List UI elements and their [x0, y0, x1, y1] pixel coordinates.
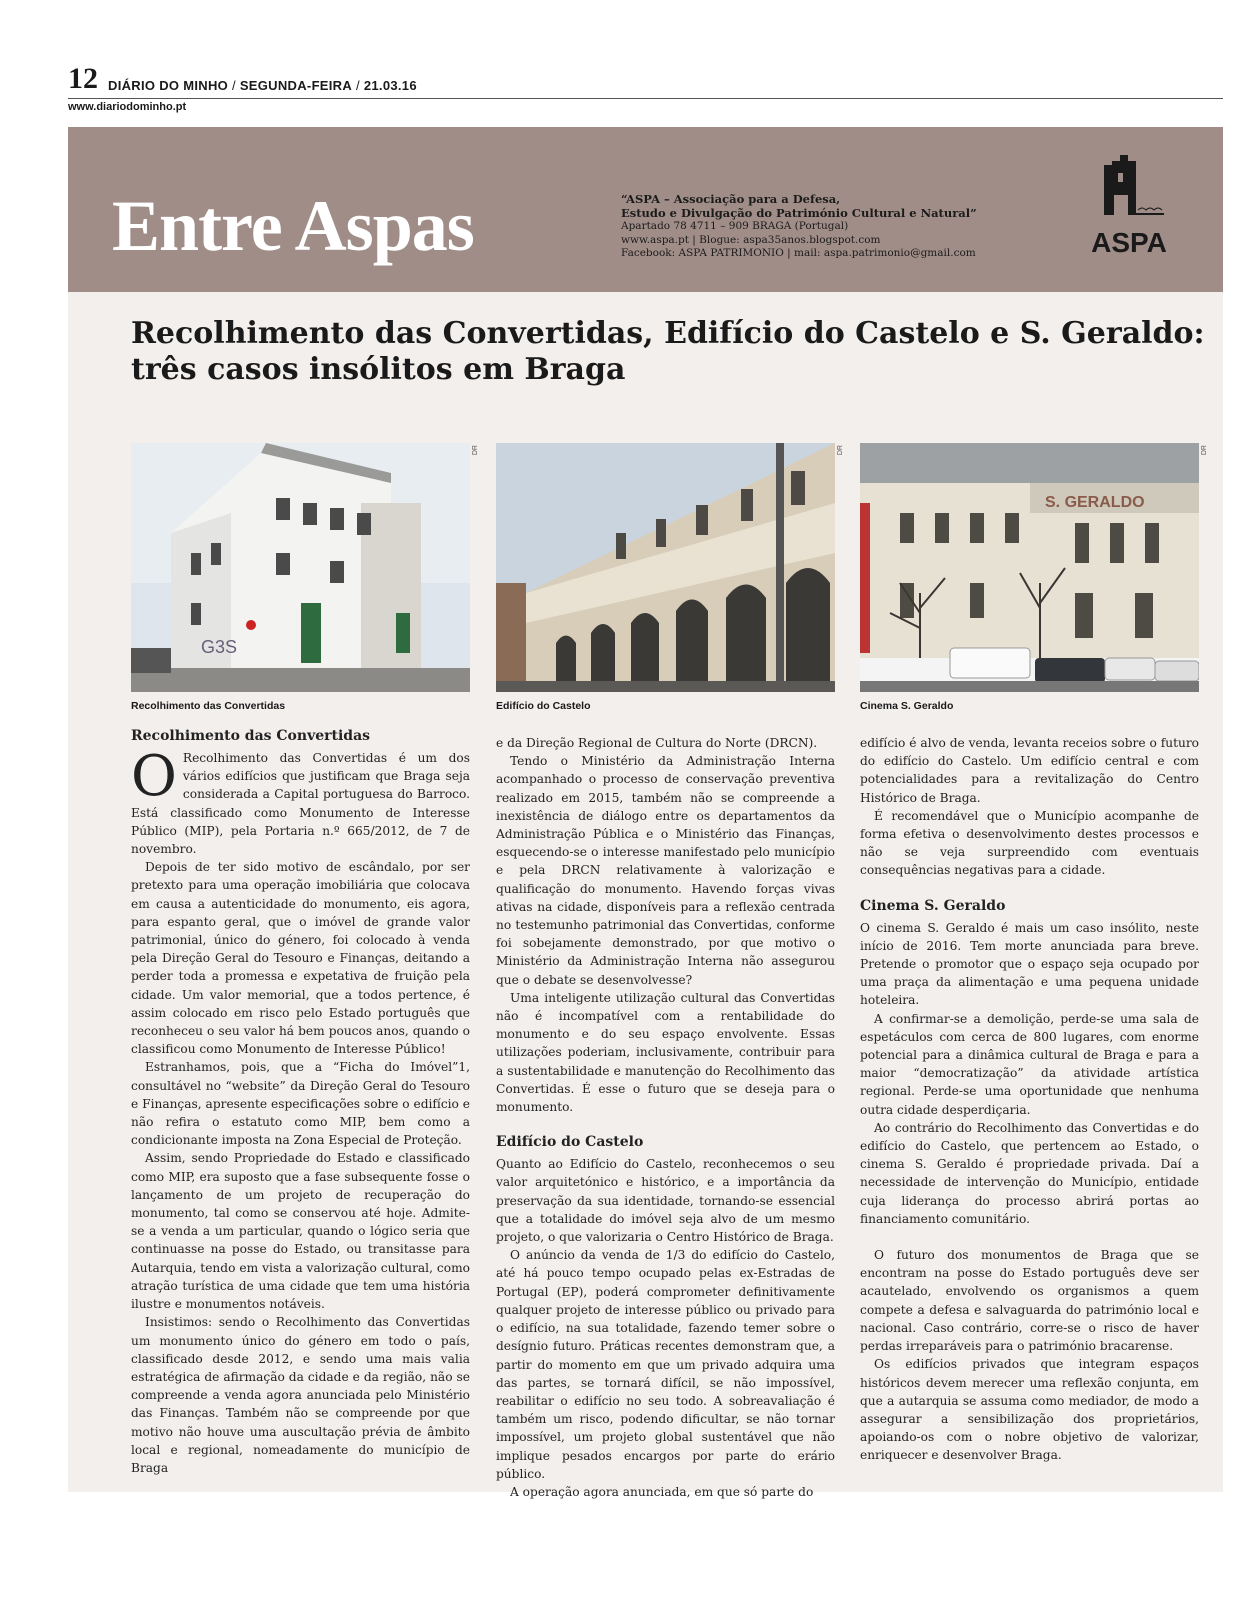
photo-cinema — [860, 443, 1199, 692]
paragraph: Ao contrário do Recolhimento das Convertidas e do edifício do Castelo, que pertencem ao Estado, o cinema S. Geraldo é propriedade privada. Daí a necessidade de intervenção do Município, entidade cuja liderança do processo abrirá portas ao financiamento comunitário. — [860, 1120, 1199, 1226]
paragraph: Depois de ter sido motivo de escândalo, por ser pretexto para uma operação imobiliária que colocava em causa a autenticidade do monumento, eis agora, para espanto geral, que o imóvel de grande valor patrimonial, único do género, foi colocado à venda pela Direção Geral do Tesouro e Finanças, deitando a perder toda a promessa e expetativa de fruição pela cidade. Um valor memorial, que a todos pertence, é assim colocado em risco pelo Estado português que reconheceu o seu valor há bem poucos anos, quando o classificou como Monumento de Interesse Público! — [131, 860, 470, 1057]
paragraph: É recomendável que o Município acompanhe de forma efetiva o desenvolvimento destes processos e não se veja surpreendido com eventuais consequências negativas para a cidade. — [860, 808, 1199, 878]
photo-castelo — [496, 443, 835, 692]
org-name-line1: “ASPA – Associação para a Defesa, — [621, 192, 841, 206]
page-number: 12 — [68, 62, 98, 95]
photo-credit-2: DR — [837, 445, 844, 456]
paper-dateline: DIÁRIO DO MINHO / SEGUNDA-FEIRA / 21.03.16 — [108, 78, 417, 93]
photo-credit-1: DR — [472, 445, 479, 456]
article-column-3 — [860, 734, 1199, 1465]
org-name-line2: Estudo e Divulgação do Património Cultural e Natural” — [621, 205, 977, 220]
paragraph: Os edifícios privados que integram espaços históricos devem merecer uma reflexão conjunta, em que a autarquia se assuma como mediador, de modo a assegurar a sensibilização dos proprietários, apoiando-os com o nobre objetivo de valorizar, enriquecer e desenvolver Braga. — [860, 1357, 1199, 1463]
paragraph: A confirmar-se a demolição, perde-se uma sala de espetáculos com cerca de 800 lugares, com enorme potencial para a dinâmica cultural de Braga e para a maior “democratização” da atividade artística regional. Perde-se uma oportunidade que nenhuma outra cidade desperdiçaria. — [860, 1011, 1199, 1117]
paragraph: Insistimos: sendo o Recolhimento das Convertidas um monumento único do género em todo o país, classificado desde 2012, e sendo uma mais valia estratégica de afirmação da cidade e da região, não se compreende a venda agora anunciada pelo Ministério das Finanças. Também não se compreende por que motivo não houve uma auscultação prévia de âmbito local e regional, nomeadamente do município de Braga — [131, 1315, 470, 1475]
article-panel — [68, 292, 1223, 1499]
drop-cap: O — [131, 744, 177, 809]
org-social[interactable]: Facebook: ASPA PATRIMONIO | mail: aspa.patrimonio@gmail.com — [621, 247, 976, 259]
paper-name: DIÁRIO DO MINHO — [108, 78, 229, 93]
subheading-castelo: Edifício do Castelo — [496, 1134, 644, 1151]
paragraph: Quanto ao Edifício do Castelo, reconhecemos o seu valor arquitetónico e histórico, e a importância da preservação da sua identidade, tornando-se essencial que a totalidade do imóvel seja alvo de um mesmo projeto, o que valorizaria o Centro Histórico de Braga. — [496, 1157, 835, 1245]
paragraph: O futuro dos monumentos de Braga que se encontram na posse do Estado português deve ser acautelado, envolvendo os organismos a quem compete a defesa e salvaguarda do património local e nacional. Caso contrário, corre-se o risco de haver perdas irreparáveis para o património bracarense. — [860, 1248, 1199, 1354]
paragraph: Tendo o Ministério da Administração Interna acompanhado o processo de conservação preventiva realizado em 2015, também não se compreende a inexistência de diálogo entre os departamentos da Administração Pública e o Ministério das Finanças, esquecendo-se o interesse manifestado pelo município e pela DRCN relativamente à valorização e qualificação do monumento. Havendo forças vivas ativas na cidade, disponíveis para a reflexão centrada no testemunho patrimonial das Convertidas, conforme foi sobejamente demonstrado, por que motivo o Ministério da Administração Interna não assegurou que o debate se desenvolvesse? — [496, 754, 835, 987]
org-address: Apartado 78 4711 – 909 BRAGA (Portugal) — [621, 220, 849, 232]
section-banner — [68, 127, 1223, 292]
article-column-2 — [496, 734, 835, 1501]
aspa-contact-block — [621, 193, 977, 261]
paragraph: e da Direção Regional de Cultura do Norte (DRCN). — [496, 736, 818, 750]
svg-text:G3S: G3S — [201, 637, 238, 657]
paragraph: O Recolhimento das Convertidas é um dos vários edifícios que justificam que Braga seja considerada a Capital portuguesa do Barroco. Está classificado como Monumento de Interesse Público (MIP), pela Portaria n.º 665/2012, de 7 de novembro. — [131, 744, 470, 857]
paragraph: Assim, sendo Propriedade do Estado e classificado como MIP, era suposto que a fase subsequente fosse o lançamento de um projeto de recuperação do monumento, tal como se conservou até hoje. Admite-se a venda a um particular, quando o lógico seria que continuasse na posse do Estado, ou transitasse para Autarquia, tendo em vista a valorização cultural, como atração turística de uma cidade que tem uma história ilustre e monumentos notáveis. — [131, 1151, 470, 1312]
website-url[interactable]: www.diariodominho.pt — [68, 101, 187, 113]
photo-credit-3: DR — [1201, 445, 1208, 456]
caption-cinema: Cinema S. Geraldo — [860, 700, 954, 712]
subheading-cinema: Cinema S. Geraldo — [860, 897, 1006, 914]
paragraph: edifício é alvo de venda, levanta receios sobre o futuro do edifício do Castelo. Um edifício central e com potencialidades para a revitalização do Centro Histórico de Braga. — [860, 736, 1199, 805]
article-column-1 — [131, 726, 470, 1477]
section-title: Entre Aspas — [112, 186, 474, 266]
weekday: SEGUNDA-FEIRA — [239, 78, 353, 93]
cinema-building-image — [860, 443, 1199, 692]
issue-date: 21.03.16 — [363, 78, 417, 93]
subheading-recolhimento: Recolhimento das Convertidas — [131, 728, 371, 744]
photo-recolhimento — [131, 443, 470, 692]
paragraph: Uma inteligente utilização cultural das Convertidas não é incompatível com a rentabilidade do monumento e do seu espaço envolvente. Essas utilizações poderiam, inclusivamente, contribuir para a sustentabilidade e manutenção do Recolhimento das Convertidas. É esse o futuro que se deseja para o monumento. — [496, 990, 835, 1115]
aspa-logo-text: ASPA — [1091, 227, 1167, 258]
cinema-sign: S. GERALDO — [1045, 494, 1145, 511]
recolhimento-building-image — [131, 443, 470, 692]
paragraph: O anúncio da venda de 1/3 do edifício do Castelo, até há pouco tempo ocupado pelas ex-Estradas de Portugal (EP), poderá comprometer definitivamente qualquer projeto de interesse público ou privado para o edifício, na sua totalidade, fazendo temer sobre o desígnio futuro. Práticas recentes demonstram que, a partir do momento em que um privado adquira uma das partes, se tornará difícil, se não impossível, reabilitar o edifício no seu todo. A sobreavaliação é também um risco, podendo dificultar, se não tornar impossível, um projeto global sustentável que não implique pesados encargos por parte do erário público. — [496, 1248, 835, 1481]
paragraph: O cinema S. Geraldo é mais um caso insólito, neste início de 2016. Tem morte anunciada para breve. Pretende o promotor que o espaço seja ocupado por uma praça da alimentação e uma pequena unidade hoteleira. — [860, 920, 1199, 1008]
org-web[interactable]: www.aspa.pt | Blogue: aspa35anos.blogspot.com — [621, 233, 881, 246]
article-headline: Recolhimento das Convertidas, Edifício do Castelo e S. Geraldo: três casos insólitos em Braga — [131, 316, 1205, 387]
caption-recolhimento: Recolhimento das Convertidas — [131, 700, 286, 712]
paragraph: A operação agora anunciada, em que só parte do — [510, 1484, 814, 1499]
paragraph: Estranhamos, pois, que a “Ficha do Imóvel”1, consultável no “website” da Direção Geral do Tesouro e Finanças, apresente especificações sobre o edifício e não refira o estatuto como MIP, bem como a condicionante imposta na Zona Especial de Proteção. — [131, 1060, 470, 1148]
castelo-building-image — [496, 443, 835, 692]
caption-castelo: Edifício do Castelo — [496, 700, 591, 712]
masthead — [68, 62, 1223, 99]
